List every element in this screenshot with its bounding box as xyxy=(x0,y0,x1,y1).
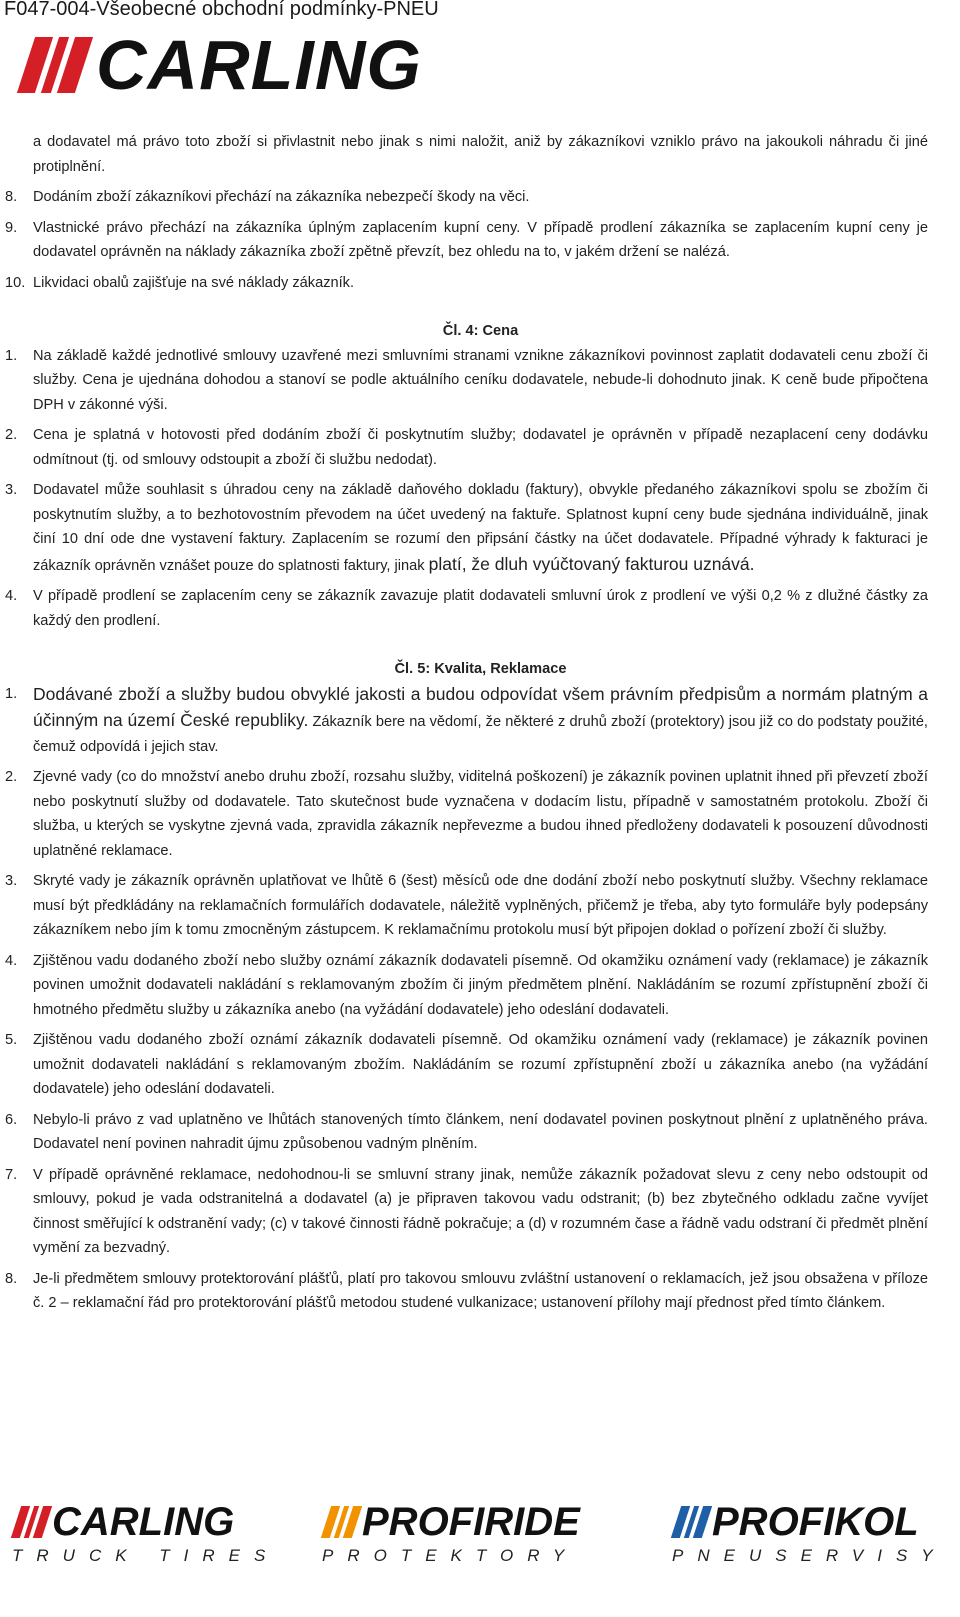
list-item: 6. Nebylo-li právo z vad uplatněno ve lhůtách stanovených tímto článkem, není dodavatel povinen poskytnout plnění z uplatněného práva. Dodavatel není povinen nahradit újmu způsobenou vadným plněním. xyxy=(5,1111,928,1152)
list-item: 3. Skryté vady je zákazník oprávněn uplatňovat ve lhůtě 6 (šest) měsíců ode dne dodání zboží nebo poskytnutí služby. Všechny reklamace musí být předkládány na reklamačních formulářích dodavatele, náležitě vyplněných, přičemž je třeba, aby tyto formuláře byly podepsány zákazníkem nebo jím k tomu zmocněným zástupcem. K reklamačnímu protokolu musí být připojen doklad o pořízení zboží či služby. xyxy=(5,873,928,938)
list-item: 8. Dodáním zboží zákazníkovi přechází na zákazníka nebezpečí škody na věci. xyxy=(5,189,530,205)
list-item: 7. V případě oprávněné reklamace, nedohodnou-li se smluvní strany jinak, nemůže zákazník požadovat slevu z ceny nebo odstoupit od smlouvy, pokud je vada odstranitelná a dodavatel (a) je připraven takovou vadu odstranit; (b) bez zbytečného odkladu začne vyvíjet činnost směřující k odstranění vady; (c) v takové činnosti řádně pokračuje; a (d) v rozumném čase a řádně vadu odstraní či předmět plnění vymění za bezvadný. xyxy=(5,1166,928,1256)
logo-stripes-icon xyxy=(20,37,90,93)
list-item: 5. Zjištěnou vadu dodaného zboží oznámí zákazník dodavateli písemně. Od okamžiku oznámení vady (reklamace) je zákazník povinen umožnit dodavateli nakládání s reklamovaným zbožím. Nakládáním se rozumí zpřístupnění zboží u zákazníka anebo (na vyžádání dodavatele) jeho odeslání dodavateli. xyxy=(5,1032,928,1097)
profiride-protektory-logo: PROFIRIDE PROTEKTORY xyxy=(322,1500,580,1565)
list-item: 3. Dodavatel může souhlasit s úhradou ceny na základě daňového dokladu (faktury), obvykle předaného zákazníkovi spolu se zbožím či poskytnutím služby, a to bezhotovostním převodem na účet uvedený na faktuře. Splatnost kupní ceny bude sjednána individuálně, jinak činí 10 dní ode dne vystavení faktury. Zaplacením se rozumí den připsání částky na účet dodavatele. Případné výhrady k fakturaci je zákazník oprávněn vznášet pouze do splatnosti faktury, jinak platí, že dluh vyúčtovaný fakturou uznává. xyxy=(5,482,928,574)
footer-logos xyxy=(0,1500,960,1610)
list-item: 4. V případě prodlení se zaplacením ceny se zákazník zavazuje platit dodavateli smluvní úrok z prodlení ve výši 0,2 % z dlužné částky za každý den prodlení. xyxy=(5,588,928,629)
document-body xyxy=(5,130,928,1316)
carling-truck-tires-logo: CARLING TRUCK TIRES xyxy=(12,1500,280,1565)
list-item: 2. Zjevné vady (co do množství anebo druhu zboží, rozsahu služby, viditelná poškození) je zákazník povinen uplatnit ihned při převzetí zboží nebo poskytnutí služby od dodavatele. Tato skutečnost bude vyznačena v dodacím listu, případně v samostatném protokolu. Zboží či služba, u kterých se vyskytne zjevná vada, zpravidla zákazník nepřevezme a budou ihned předloženy dodavateli k posouzení důvodnosti uplatněné reklamace. xyxy=(5,769,928,859)
list-item: 8. Je-li předmětem smlouvy protektorování plášťů, platí pro takovou smlouvu zvláštní ustanovení o reklamacích, jež jsou obsažena v příloze č. 2 – reklamační řád pro protektorování plášťů metodou studené vulkanizace; ustanovení přílohy mají přednost před tímto článkem. xyxy=(5,1270,928,1311)
profikol-pneuservisy-logo: PROFIKOL PNEUSERVISY xyxy=(672,1500,947,1565)
document-id: F047-004-Všeobecné obchodní podmínky-PNEU xyxy=(4,0,439,20)
logo-wordmark: CARLING xyxy=(96,26,422,104)
section-heading: Čl. 5: Kvalita, Reklamace xyxy=(394,661,567,677)
list-item: 1. Na základě každé jednotlivé smlouvy uzavřené mezi smluvními stranami vznikne zákazníkovi povinnost zaplatit dodavateli cenu zboží či služby. Cena je ujednána dohodou a stanoví se podle aktuálního ceníku dodavatele, nebude-li dohodnuto jinak. K ceně bude připočtena DPH v zákonné výši. xyxy=(5,347,928,413)
list-item: 2. Cena je splatná v hotovosti před dodáním zboží či poskytnutím služby; dodavatel je oprávněn v případě nezaplacení ceny dodávku odmítnout (tj. od smlouvy odstoupit a zboží či službu nedodat). xyxy=(5,427,928,468)
continuation-paragraph: a dodavatel má právo toto zboží si přivlastnit nebo jinak s nimi naložit, aniž by zákazníkovi vzniklo právo na jakoukoli náhradu či jiné protiplnění. xyxy=(33,134,928,175)
list-item: 4. Zjištěnou vadu dodaného zboží nebo služby oznámí zákazník dodavateli písemně. Od okamžiku oznámení vady (reklamace) je zákazník povinen umožnit dodavateli nakládání s reklamovaným zbožím či jiným předmětem plnění. Nakládáním se rozumí zpřístupnění zboží či hmotného předmětu služby u zákazníka anebo (na vyžádání dodavatele) jeho odeslání dodavateli. xyxy=(5,952,928,1018)
list-item: 1. Dodávané zboží a služby budou obvyklé jakosti a budou odpovídat všem právním předpisům a normám platným a účinným na území České republiky. Zákazník bere na vědomí, že některé z druhů zboží (protektory) jsou již co do podstaty použité, čemuž odpovídá i jejich stav. xyxy=(5,683,928,755)
list-item: 10. Likvidaci obalů zajišťuje na své náklady zákazník. xyxy=(5,274,355,291)
carling-logo xyxy=(20,26,422,104)
section-heading: Čl. 4: Cena xyxy=(442,323,519,339)
list-item: 9. Vlastnické právo přechází na zákazníka úplným zaplacením kupní ceny. V případě prodlení zákazníka se zaplacením kupní ceny je dodavatel oprávněn na náklady zákazníka zboží zpětně převzít, bez ohledu na to, v jakém držení se nalézá. xyxy=(5,219,928,260)
